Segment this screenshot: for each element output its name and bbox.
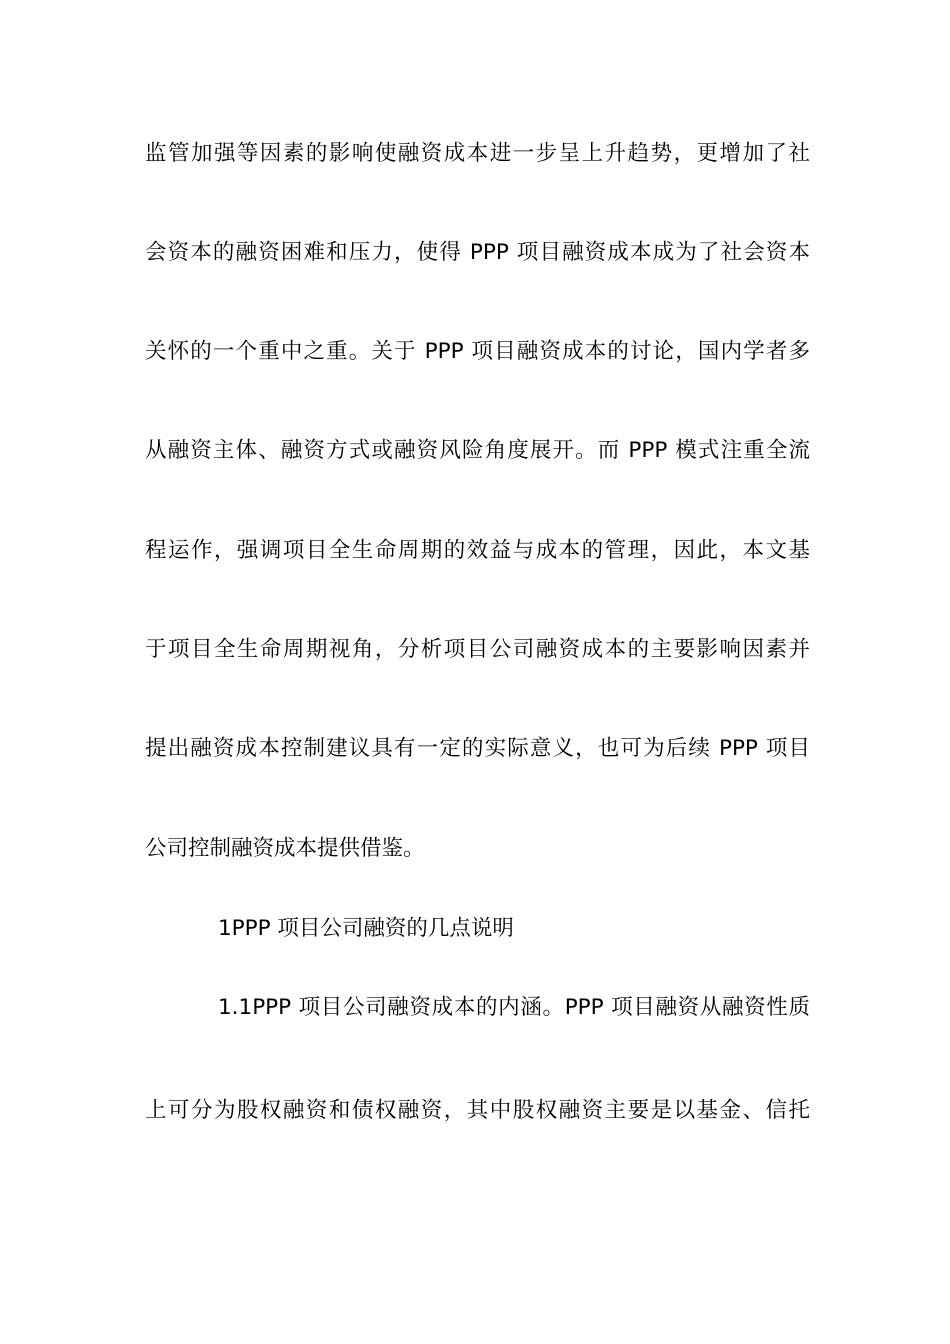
body-text-line-7: 提出融资成本控制建议具有一定的实际意义，也可为后续 PPP 项目 bbox=[145, 736, 810, 761]
body-text-line-2: 会资本的融资困难和压力，使得 PPP 项目融资成本成为了社会资本 bbox=[145, 240, 810, 265]
section-heading: 1PPP 项目公司融资的几点说明 bbox=[218, 916, 514, 941]
body-text-line-3: 关怀的一个重中之重。关于 PPP 项目融资成本的讨论，国内学者多 bbox=[145, 339, 810, 364]
body-text-line-6: 于项目全生命周期视角，分析项目公司融资成本的主要影响因素并 bbox=[145, 637, 810, 662]
body-text-line-4: 从融资主体、融资方式或融资风险角度展开。而 PPP 模式注重全流 bbox=[145, 438, 810, 463]
subsection-text-line-2: 上可分为股权融资和债权融资，其中股权融资主要是以基金、信托 bbox=[145, 1098, 810, 1123]
body-text-line-5: 程运作，强调项目全生命周期的效益与成本的管理，因此，本文基 bbox=[145, 538, 810, 563]
body-text-line-1: 监管加强等因素的影响使融资成本进一步呈上升趋势，更增加了社 bbox=[145, 141, 810, 166]
body-text-line-8: 公司控制融资成本提供借鉴。 bbox=[145, 836, 425, 861]
subsection-text-line-1: 1.1PPP 项目公司融资成本的内涵。PPP 项目融资从融资性质 bbox=[218, 995, 810, 1020]
